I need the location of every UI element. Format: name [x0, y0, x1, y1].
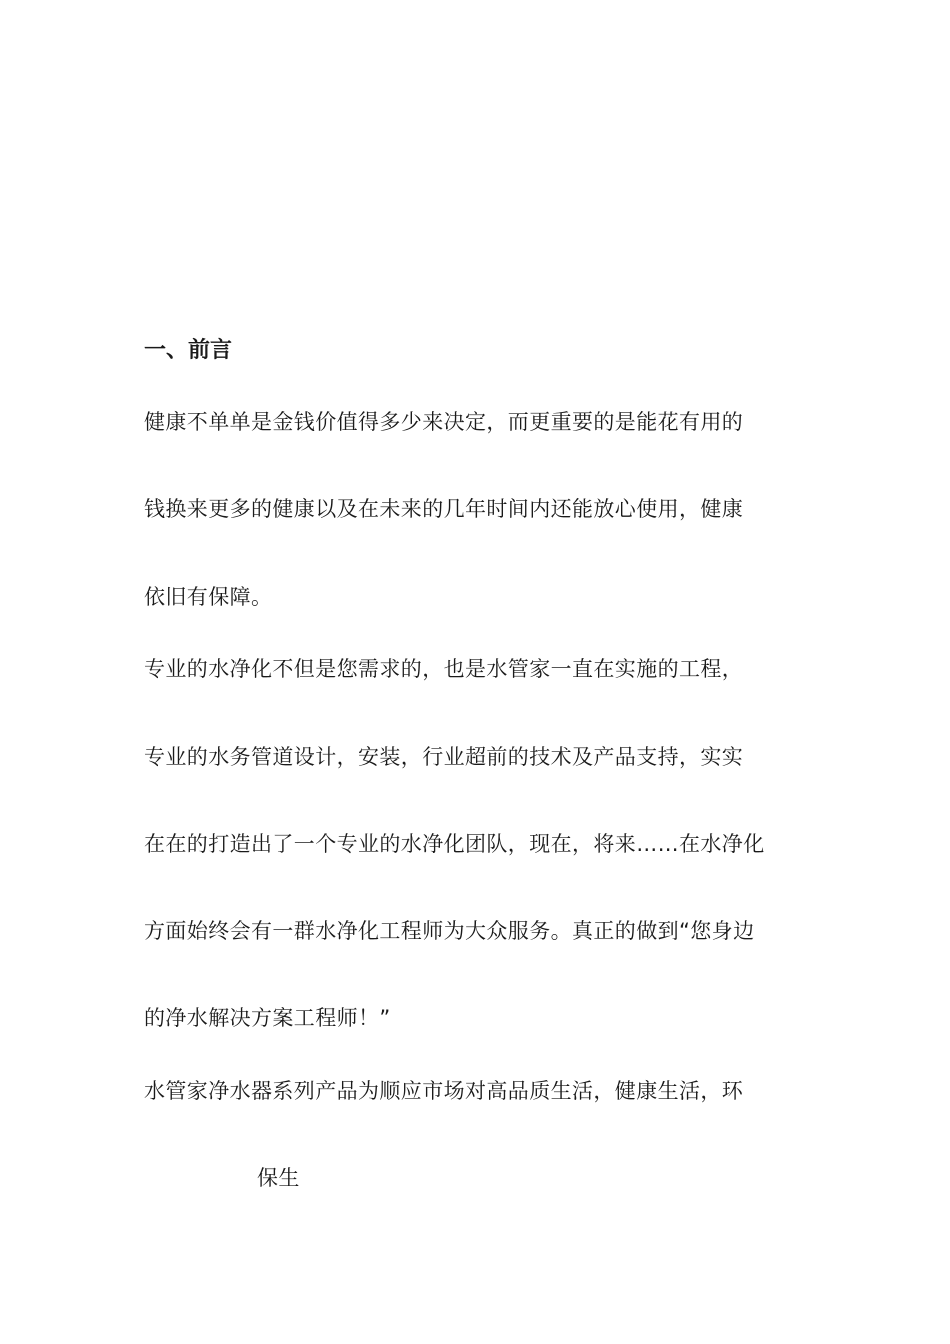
paragraph-line: 水管家净水器系列产品为顺应市场对高品质生活，健康生活，环	[144, 1079, 744, 1103]
section-heading: 一、前言	[144, 338, 233, 363]
paragraph-line: 专业的水净化不但是您需求的，也是水管家一直在实施的工程，	[144, 657, 744, 681]
paragraph-line: 在在的打造出了一个专业的水净化团队，现在，将来……在水净化	[144, 832, 765, 856]
paragraph-line: 钱换来更多的健康以及在未来的几年时间内还能放心使用，健康	[144, 497, 744, 521]
paragraph-line: 专业的水务管道设计，安装，行业超前的技术及产品支持，实实	[144, 745, 744, 769]
paragraph-line: 依旧有保障。	[144, 585, 273, 609]
paragraph-line: 方面始终会有一群水净化工程师为大众服务。真正的做到“您身边	[144, 919, 755, 943]
paragraph-line: 健康不单单是金钱价值得多少来决定，而更重要的是能花有用的	[144, 410, 744, 434]
paragraph-line: 保生	[257, 1166, 300, 1190]
paragraph-line: 的净水解决方案工程师！”	[144, 1006, 391, 1030]
